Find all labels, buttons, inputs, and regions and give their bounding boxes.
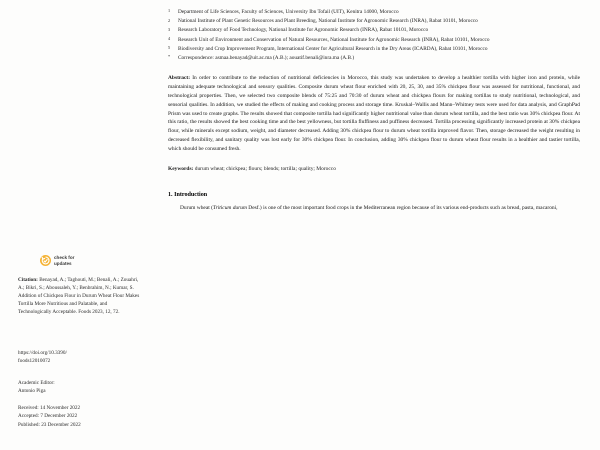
introduction-paragraph — [168, 204, 580, 213]
affiliations-list — [168, 8, 580, 62]
check-for-updates-badge[interactable] — [40, 255, 74, 266]
correspondence-marker: * — [168, 54, 171, 60]
affiliation-marker: 4 — [168, 36, 171, 41]
affiliation-item — [168, 8, 580, 16]
affiliation-text: Department of Life Sciences, Faculty of Sciences, University Ibn Tofail (UIT), Kenitra 14000, Morocco — [178, 9, 399, 15]
refresh-check-icon — [40, 255, 51, 266]
accepted-date: Accepted: 7 December 2022 — [18, 413, 78, 420]
received-date: Received: 14 November 2022 — [18, 405, 81, 411]
academic-editor-name: Antonio Piga — [18, 388, 46, 395]
correspondence-item — [168, 54, 580, 62]
affiliation-text: Biodiversity and Crop Improvement Program, International Center for Agricultural Research in the Dry Areas (ICARDA), Rabat 10101, Morocco — [178, 45, 488, 52]
check-updates-line1: check for — [54, 255, 75, 261]
affiliation-item — [168, 36, 580, 44]
abstract-text: In order to contribute to the reduction of nutritional deficiencies in Morocco, this study was undertaken to develop a healthier tortilla with higher iron and protein, while maintaining adequate technological and sensory qualities. Composite durum wheat flour enriched with 20, 25, 30, and 35% chickpea flour was assessed for nutritional, functional, and technological properties. Then, we selected two composite blends of 75:25 and 70:30 of durum wheat and chickpea flours for making tortillas to study nutritional, technological, and sensorial qualities. In addition, we studied the effects of making and cooking process and storage time. Kruskal–Wallis and Mann–Whitney tests were used for data analysis, and GraphPad Prism was used to create graphs. The results showed that composite tortilla had significantly higher nutritional value than durum wheat tortilla, and the best ratio was 30% chickpea flour. At this ratio, the results showed the best cooking time and the best yellowness, but tortilla fluffiness and puffiness decreased. Tortilla processing significantly increased protein at 30% chickpea flour, while minerals except sodium, weight, and diameter decreased. Adding 30% chickpea flour to durum wheat tortilla improved flavor. Then, storage decreased the weight resulting in decreased flexibility, and sanitary quality was lost early for 30% chickpea flour. In conclusion, adding 30% chickpea flour to durum wheat flour results in a healthier and tastier tortilla, which should be consumed fresh. — [168, 75, 580, 152]
check-for-updates-label — [54, 255, 74, 266]
abstract-section — [168, 74, 580, 153]
affiliation-text: Research Unit of Environment and Conservation of Natural Resources, National Institute for Agronomic Research (INRA), Rabat 10101, Morocco — [178, 36, 490, 43]
species-name: Triticum durum — [212, 205, 247, 212]
published-date: Published: 23 December 2022 — [18, 421, 81, 428]
check-updates-line2: updates — [54, 260, 72, 266]
affiliation-marker: 3 — [168, 26, 171, 32]
keywords-label: Keywords: — [168, 165, 194, 172]
citation-text: Benayad, A.; Taghouti, M.; Benali, A.; Zouahri, A.; Bikri, S.; Aboussaleh, Y.; Benbrahim, N.; Kumar, S. Addition of Chickpea Flour in Durum Wheat Flour Makes Tortilla More Nutritious and Palatable, and Technologically Acceptable. Foods 2023, 12, 72. — [18, 277, 140, 316]
correspondence-text[interactable]: Correspondence: asmaa.benayad@uit.ac.ma (A.B.); aouatif.benali@inra.ma (A.B.) — [178, 55, 355, 62]
citation-label: Citation: — [18, 277, 38, 283]
doi-prefix: https://doi.org/10.3390/ — [18, 350, 67, 356]
doi-suffix: foods12010072 — [18, 358, 51, 365]
affiliation-marker: 1 — [168, 8, 171, 14]
citation-block — [18, 276, 140, 316]
affiliation-text: National Institute of Plant Genetic Resources and Plant Breeding, National Institute for Agronomic Research (INRA), Rabat 10101, Morocco — [178, 18, 478, 25]
doi-block[interactable] — [18, 349, 140, 365]
affiliation-marker: 5 — [168, 45, 171, 51]
keywords-section — [168, 165, 580, 174]
abstract-label: Abstract: — [168, 75, 191, 82]
affiliation-item — [168, 26, 580, 34]
academic-editor-label: Academic Editor: — [18, 380, 55, 386]
affiliation-text: Research Laboratory of Food Technology, National Institute for Agronomic Research (INRA), Rabat 10101, Morocco — [178, 27, 429, 34]
affiliation-marker: 2 — [168, 17, 171, 23]
intro-text-part1: Durum wheat ( — [180, 205, 213, 212]
article-main-column — [168, 8, 580, 213]
affiliation-item — [168, 17, 580, 25]
academic-editor-block — [18, 379, 140, 395]
affiliation-item — [168, 45, 580, 53]
keywords-text: durum wheat; chickpea; flours; blends; tortilla; quality; Morocco — [194, 165, 336, 172]
publication-dates — [18, 404, 140, 429]
intro-text-part2: Desf.) is one of the most important food crops in the Mediterranean region because of its various end-products such as bread, pasta, macaroni, — [246, 205, 558, 212]
introduction-heading: 1. Introduction — [168, 192, 208, 199]
sidebar-metadata — [18, 0, 144, 450]
